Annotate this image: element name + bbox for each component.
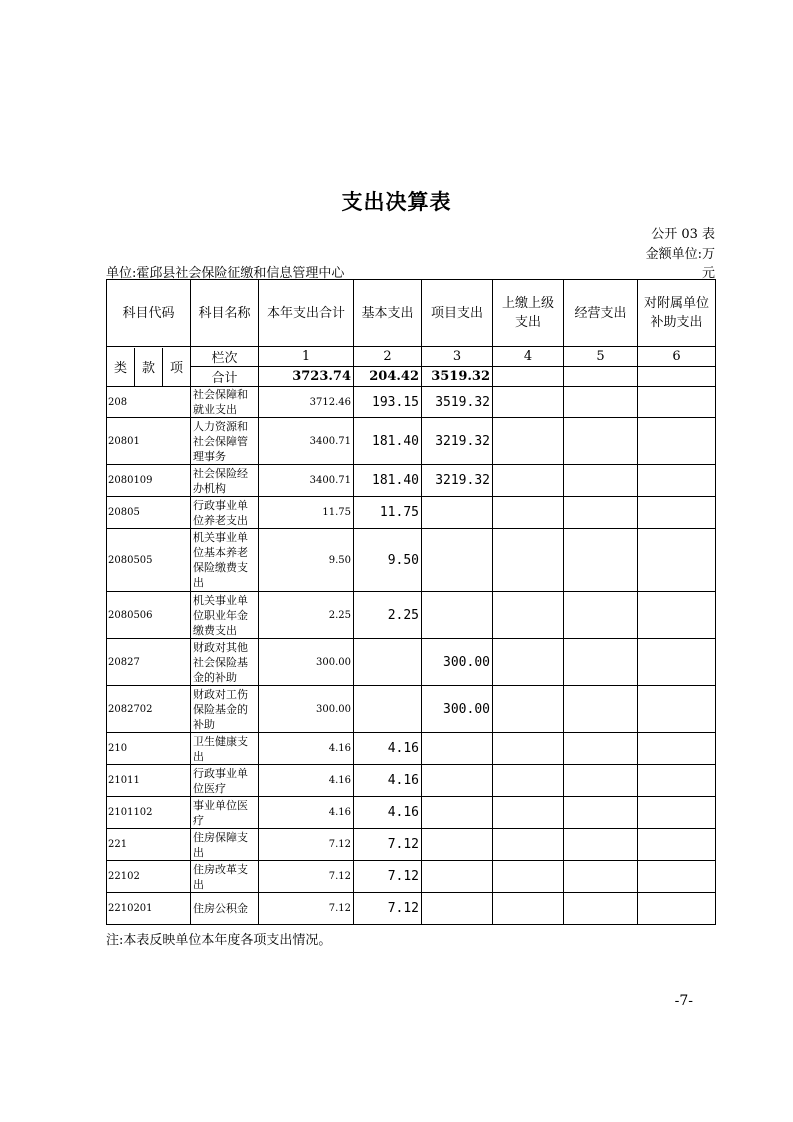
total-row [107,367,716,387]
row-code: 2101102 [107,797,191,829]
row-project [422,497,493,529]
table-row [107,733,716,765]
row-total: 4.16 [259,797,354,829]
row-upper [493,592,564,639]
header-upper: 上缴上级支出 [493,280,564,347]
row-subsidy [638,797,716,829]
subheader-lei: 类 [113,361,127,376]
row-project [422,733,493,765]
table-row [107,686,716,733]
total-amount: 3723.74 [259,367,354,387]
row-code: 20827 [107,639,191,686]
page-title: 支出决算表 [341,190,452,214]
row-basic: 193.15 [354,387,422,418]
row-name: 住房保障支出 [191,829,259,861]
table-row [107,765,716,797]
row-project: 3219.32 [422,418,493,465]
table-row [107,893,716,925]
row-code: 221 [107,829,191,861]
row-upper [493,497,564,529]
organization-name: 霍邱县社会保险征缴和信息管理中心 [136,266,345,281]
row-subsidy [638,893,716,925]
row-subsidy [638,686,716,733]
row-project: 300.00 [422,686,493,733]
row-subsidy [638,529,716,592]
row-basic: 181.40 [354,465,422,497]
row-project: 300.00 [422,639,493,686]
row-operation [564,529,638,592]
row-total: 3400.71 [259,465,354,497]
row-code: 20805 [107,497,191,529]
row-operation [564,765,638,797]
row-basic [354,639,422,686]
header-total: 本年支出合计 [259,280,354,347]
table-row [107,861,716,893]
row-upper [493,529,564,592]
row-name: 人力资源和社会保障管理事务 [191,418,259,465]
total-basic: 204.42 [354,367,422,387]
row-project [422,765,493,797]
header-project: 项目支出 [422,280,493,347]
row-basic: 7.12 [354,893,422,925]
row-basic: 4.16 [354,797,422,829]
header-code: 科目代码 [107,280,191,347]
row-basic: 7.12 [354,861,422,893]
row-name: 行政事业单位医疗 [191,765,259,797]
row-name: 社会保险经办机构 [191,465,259,497]
row-name: 社会保障和就业支出 [191,387,259,418]
header-basic: 基本支出 [354,280,422,347]
row-subsidy [638,497,716,529]
row-total: 7.12 [259,861,354,893]
row-name: 住房改革支出 [191,861,259,893]
row-upper [493,465,564,497]
row-code: 2080505 [107,529,191,592]
row-operation [564,829,638,861]
row-total: 7.12 [259,893,354,925]
header-subsidy: 对附属单位补助支出 [638,280,716,347]
row-operation [564,893,638,925]
row-name: 住房公积金 [191,893,259,925]
table-row [107,497,716,529]
row-name: 机关事业单位职业年金缴费支出 [191,592,259,639]
row-subsidy [638,639,716,686]
row-subsidy [638,829,716,861]
row-name: 卫生健康支出 [191,733,259,765]
row-code: 208 [107,387,191,418]
row-operation [564,418,638,465]
row-upper [493,893,564,925]
row-subsidy [638,387,716,418]
row-upper [493,686,564,733]
row-total: 2.25 [259,592,354,639]
table-row [107,592,716,639]
row-name: 事业单位医疗 [191,797,259,829]
row-project [422,893,493,925]
row-project [422,592,493,639]
row-subsidy [638,465,716,497]
table-row [107,529,716,592]
total-project: 3519.32 [422,367,493,387]
amount-unit-continued: 元 [701,266,715,281]
row-project: 3219.32 [422,465,493,497]
row-project [422,529,493,592]
row-operation [564,387,638,418]
row-total: 7.12 [259,829,354,861]
row-basic: 2.25 [354,592,422,639]
row-code: 2082702 [107,686,191,733]
expenditure-table [106,279,716,925]
table-row [107,387,716,418]
header-row [107,280,716,347]
row-upper [493,733,564,765]
row-operation [564,639,638,686]
row-total: 9.50 [259,529,354,592]
row-subsidy [638,861,716,893]
subheader-kuan: 款 [134,348,162,386]
row-subsidy [638,592,716,639]
table-row [107,465,716,497]
row-operation [564,797,638,829]
category-subheaders [107,347,191,387]
row-project: 3519.32 [422,387,493,418]
header-operation: 经营支出 [564,280,638,347]
table-row [107,639,716,686]
table-note: 注:本表反映单位本年度各项支出情况。 [106,933,332,948]
row-upper [493,861,564,893]
table-row [107,797,716,829]
row-operation [564,465,638,497]
row-code: 21011 [107,765,191,797]
row-project [422,829,493,861]
table-row [107,829,716,861]
row-total: 4.16 [259,765,354,797]
row-upper [493,639,564,686]
row-basic: 181.40 [354,418,422,465]
row-upper [493,418,564,465]
row-code: 2080109 [107,465,191,497]
row-upper [493,387,564,418]
column-row-label: 栏次 [191,347,259,367]
total-label: 合计 [191,367,259,387]
row-total: 11.75 [259,497,354,529]
page-number: -7- [674,993,693,1009]
amount-unit-label: 金额单位:万 [645,247,715,262]
header-name: 科目名称 [191,280,259,347]
row-basic: 9.50 [354,529,422,592]
column-number-2: 2 [354,347,422,367]
column-number-6: 6 [638,347,716,367]
column-number-3: 3 [422,347,493,367]
row-basic: 4.16 [354,733,422,765]
table-row [107,418,716,465]
row-name: 行政事业单位养老支出 [191,497,259,529]
row-total: 4.16 [259,733,354,765]
row-operation [564,733,638,765]
row-total: 3712.46 [259,387,354,418]
row-basic: 11.75 [354,497,422,529]
row-upper [493,765,564,797]
row-name: 机关事业单位基本养老保险缴费支出 [191,529,259,592]
row-project [422,861,493,893]
row-code: 2080506 [107,592,191,639]
row-total: 300.00 [259,639,354,686]
row-operation [564,592,638,639]
column-number-5: 5 [564,347,638,367]
row-name: 财政对其他社会保险基金的补助 [191,639,259,686]
subheader-xiang: 项 [162,348,190,386]
row-subsidy [638,765,716,797]
row-total: 3400.71 [259,418,354,465]
row-basic: 7.12 [354,829,422,861]
row-code: 20801 [107,418,191,465]
row-basic: 4.16 [354,765,422,797]
row-upper [493,829,564,861]
row-subsidy [638,418,716,465]
row-project [422,797,493,829]
row-operation [564,861,638,893]
row-name: 财政对工伤保险基金的补助 [191,686,259,733]
row-upper [493,797,564,829]
organization-label: 单位: [106,266,137,281]
form-number: 公开 03 表 [651,227,715,242]
row-code: 2210201 [107,893,191,925]
column-number-4: 4 [493,347,564,367]
row-subsidy [638,733,716,765]
row-operation [564,497,638,529]
row-total: 300.00 [259,686,354,733]
column-number-1: 1 [259,347,354,367]
column-number-row [107,347,716,367]
row-code: 22102 [107,861,191,893]
row-operation [564,686,638,733]
row-basic [354,686,422,733]
row-code: 210 [107,733,191,765]
